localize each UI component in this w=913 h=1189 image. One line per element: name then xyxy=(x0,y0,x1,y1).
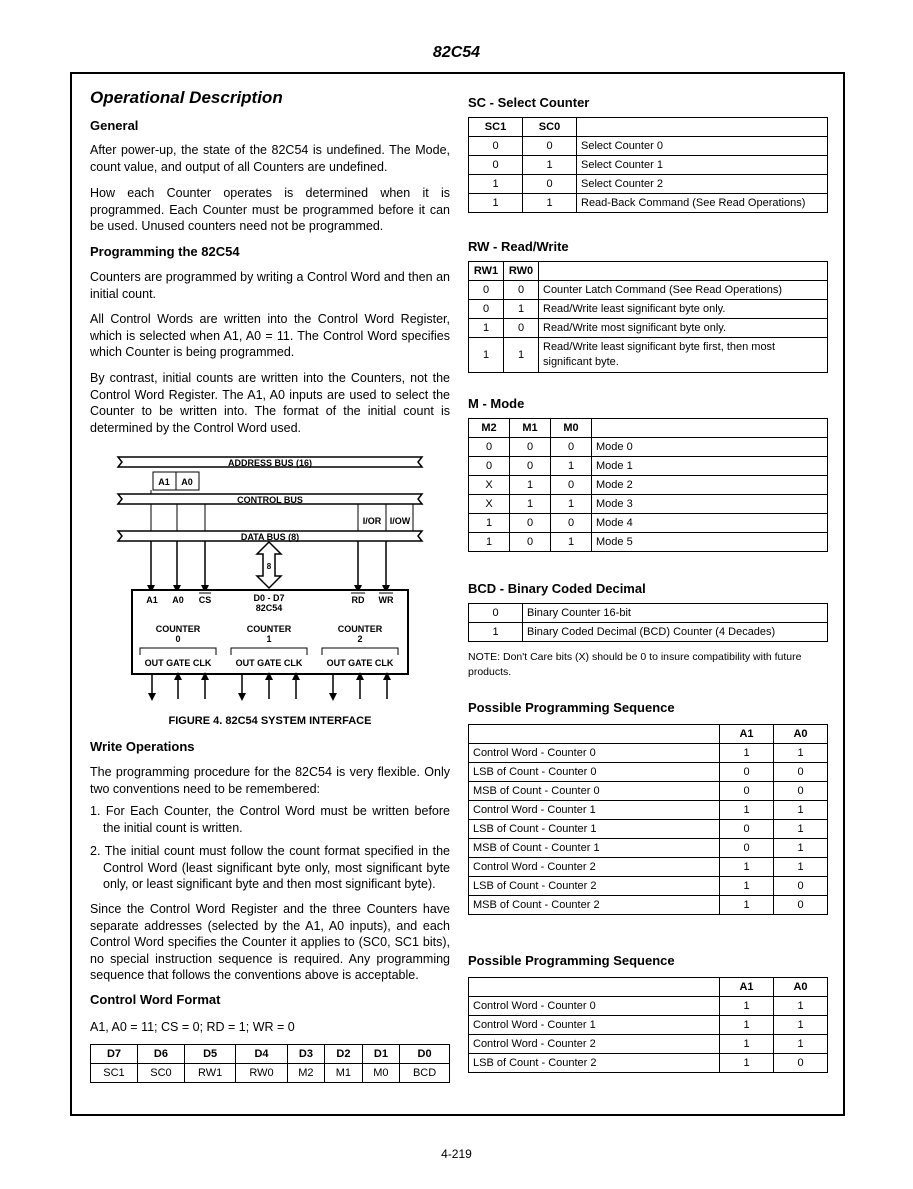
table-cell: 1 xyxy=(523,156,577,175)
table-row xyxy=(469,1054,828,1073)
table-row xyxy=(469,476,828,495)
bit-cell: D3 xyxy=(287,1045,325,1064)
table-cell: LSB of Count - Counter 2 xyxy=(469,877,720,896)
table-cell: Mode 1 xyxy=(592,457,828,476)
table-cell: 0 xyxy=(510,514,551,533)
table-cell: 0 xyxy=(720,763,774,782)
page-header: 82C54 xyxy=(432,44,481,61)
table-cell: 1 xyxy=(469,533,510,552)
table-cell: Read/Write most significant byte only. xyxy=(539,319,828,338)
bus-width-label: 8 xyxy=(266,562,272,571)
column-header: A1 xyxy=(720,725,774,744)
field-cell: M2 xyxy=(287,1064,325,1083)
table-cell: 1 xyxy=(551,457,592,476)
table-cell: LSB of Count - Counter 1 xyxy=(469,820,720,839)
pin-cs: CS xyxy=(198,595,212,605)
column-header: RW1 xyxy=(469,262,504,281)
table-cell: 0 xyxy=(523,175,577,194)
table-cell: 0 xyxy=(774,1054,828,1073)
sequence-2-header-row xyxy=(469,978,828,997)
table-cell: LSB of Count - Counter 0 xyxy=(469,763,720,782)
table-cell: Control Word - Counter 1 xyxy=(469,801,720,820)
table-cell: Binary Coded Decimal (BCD) Counter (4 Decades) xyxy=(523,623,828,642)
ior-label: I/OR xyxy=(362,516,382,526)
iow-label: I/OW xyxy=(389,516,411,526)
table-cell: 1 xyxy=(523,194,577,213)
counter-2-label: COUNTER xyxy=(337,624,383,634)
column-header: A0 xyxy=(774,725,828,744)
section-title: Operational Description xyxy=(90,88,283,107)
table-cell: 1 xyxy=(469,175,523,194)
table-cell: 0 xyxy=(510,438,551,457)
table-cell: 0 xyxy=(720,820,774,839)
table-row xyxy=(469,338,828,373)
table-cell: 0 xyxy=(504,319,539,338)
counter-0-pins: OUT GATE CLK xyxy=(144,658,212,668)
table-cell: 1 xyxy=(469,623,523,642)
table-row xyxy=(469,438,828,457)
bit-cell: D2 xyxy=(325,1045,363,1064)
system-interface-diagram xyxy=(110,452,430,704)
sequence-1-table xyxy=(468,724,828,915)
column-header xyxy=(592,419,828,438)
table-cell: Control Word - Counter 1 xyxy=(469,1016,720,1035)
column-header xyxy=(469,978,720,997)
table-cell: Mode 3 xyxy=(592,495,828,514)
table-row xyxy=(469,858,828,877)
table-row xyxy=(469,839,828,858)
table-cell: 0 xyxy=(469,438,510,457)
table-row xyxy=(469,1035,828,1054)
a1-tap-label: A1 xyxy=(158,477,170,487)
table-cell: 1 xyxy=(720,997,774,1016)
column-header: A0 xyxy=(774,978,828,997)
field-cell: RW0 xyxy=(236,1064,287,1083)
table-cell: 1 xyxy=(720,744,774,763)
a0-tap-label: A0 xyxy=(181,477,193,487)
table-cell: 0 xyxy=(469,457,510,476)
column-header xyxy=(539,262,828,281)
sequence-1-header-row xyxy=(469,725,828,744)
table-cell: 0 xyxy=(551,514,592,533)
table-cell: 1 xyxy=(469,514,510,533)
pin-data: D0 - D7 xyxy=(253,593,285,603)
table-row xyxy=(469,896,828,915)
table-cell: Control Word - Counter 0 xyxy=(469,744,720,763)
counter-2-pins: OUT GATE CLK xyxy=(326,658,394,668)
table-row xyxy=(469,319,828,338)
mode-table xyxy=(468,418,828,552)
sequence-2-table xyxy=(468,977,828,1073)
table-cell: 1 xyxy=(720,1035,774,1054)
column-header: A1 xyxy=(720,978,774,997)
table-cell: 1 xyxy=(720,801,774,820)
table-cell: 0 xyxy=(469,300,504,319)
table-cell: Select Counter 1 xyxy=(577,156,828,175)
bit-cell: D6 xyxy=(137,1045,184,1064)
table-cell: 0 xyxy=(469,137,523,156)
table-cell: 1 xyxy=(774,1016,828,1035)
table-cell: Mode 2 xyxy=(592,476,828,495)
table-row xyxy=(469,457,828,476)
bit-cell: D0 xyxy=(400,1045,450,1064)
general-paragraph-1: After power-up, the state of the 82C54 is undefined. The Mode, count value, and output of all Counters are undefined. xyxy=(90,143,450,174)
table-cell: MSB of Count - Counter 1 xyxy=(469,839,720,858)
bcd-note: NOTE: Don't Care bits (X) should be 0 to insure compatibility with future products. xyxy=(468,651,802,678)
control-bus-label: CONTROL BUS xyxy=(237,495,303,505)
table-cell: 1 xyxy=(510,476,551,495)
table-cell: 0 xyxy=(523,137,577,156)
control-word-fields-row xyxy=(91,1064,450,1083)
column-header: M0 xyxy=(551,419,592,438)
table-cell: 1 xyxy=(774,744,828,763)
table-cell: Counter Latch Command (See Read Operations) xyxy=(539,281,828,300)
table-row xyxy=(469,281,828,300)
bcd-heading: BCD - Binary Coded Decimal xyxy=(468,581,646,596)
table-cell: Select Counter 0 xyxy=(577,137,828,156)
table-cell: 1 xyxy=(551,533,592,552)
table-cell: MSB of Count - Counter 2 xyxy=(469,896,720,915)
programming-heading: Programming the 82C54 xyxy=(90,244,240,259)
table-cell: 0 xyxy=(469,281,504,300)
table-cell: 1 xyxy=(720,858,774,877)
table-row xyxy=(469,763,828,782)
table-cell: Mode 5 xyxy=(592,533,828,552)
table-row xyxy=(469,514,828,533)
table-cell: 1 xyxy=(774,801,828,820)
table-row xyxy=(469,1016,828,1035)
table-cell: 0 xyxy=(774,896,828,915)
column-header: M2 xyxy=(469,419,510,438)
table-cell: Control Word - Counter 2 xyxy=(469,858,720,877)
table-cell: Binary Counter 16-bit xyxy=(523,604,828,623)
sc-heading: SC - Select Counter xyxy=(468,95,590,110)
table-cell: 1 xyxy=(504,338,539,373)
pin-a0: A0 xyxy=(172,595,184,605)
write-ops-paragraph-1: The programming procedure for the 82C54 is very flexible. Only two conventions need to be remembered: xyxy=(90,765,450,796)
table-row xyxy=(469,744,828,763)
table-cell: 0 xyxy=(551,476,592,495)
table-cell: 1 xyxy=(469,338,504,373)
control-word-bits-row xyxy=(91,1045,450,1064)
table-row xyxy=(469,877,828,896)
table-cell: 1 xyxy=(469,194,523,213)
rw-heading: RW - Read/Write xyxy=(468,239,569,254)
programming-paragraph-3: By contrast, initial counts are written into the Counters, not the Control Word Register. The A1, A0 inputs are used to select the Counter to be written into. The format of the initial count is determined by the Control Word used. xyxy=(90,371,450,435)
sc-header-row xyxy=(469,118,828,137)
cw-format-equation: A1, A0 = 11; CS = 0; RD = 1; WR = 0 xyxy=(90,1020,295,1034)
table-cell: 0 xyxy=(720,839,774,858)
table-cell: 1 xyxy=(720,1054,774,1073)
pin-wr: WR xyxy=(378,595,394,605)
table-row xyxy=(469,997,828,1016)
figure-caption: FIGURE 4. 82C54 SYSTEM INTERFACE xyxy=(168,715,372,727)
table-cell: Control Word - Counter 0 xyxy=(469,997,720,1016)
pin-rd: RD xyxy=(351,595,365,605)
table-cell: 1 xyxy=(469,319,504,338)
rw-header-row xyxy=(469,262,828,281)
table-cell: Mode 0 xyxy=(592,438,828,457)
table-cell: 1 xyxy=(720,1016,774,1035)
general-paragraph-2: How each Counter operates is determined when it is programmed. Each Counter must be programmed before it can be used. Unused counters need not be programmed. xyxy=(90,186,450,233)
column-header xyxy=(577,118,828,137)
bcd-table xyxy=(468,603,828,642)
bit-cell: D5 xyxy=(184,1045,235,1064)
table-cell: 1 xyxy=(720,877,774,896)
table-cell: 0 xyxy=(774,763,828,782)
table-cell: 0 xyxy=(469,156,523,175)
table-cell: 0 xyxy=(720,782,774,801)
sequence-2-heading: Possible Programming Sequence xyxy=(468,953,675,968)
field-cell: SC1 xyxy=(91,1064,138,1083)
table-row xyxy=(469,820,828,839)
write-ops-item-2: 2. The initial count must follow the count format specified in the Control Word (least significant byte only, most significant byte only, or least significant byte and then most significant byte). xyxy=(90,844,450,891)
field-cell: SC0 xyxy=(137,1064,184,1083)
table-cell: X xyxy=(469,495,510,514)
chip-label: 82C54 xyxy=(255,603,283,613)
table-cell: Control Word - Counter 2 xyxy=(469,1035,720,1054)
field-cell: BCD xyxy=(400,1064,450,1083)
table-cell: 0 xyxy=(774,877,828,896)
sc-table xyxy=(468,117,828,213)
table-cell: Read/Write least significant byte only. xyxy=(539,300,828,319)
cw-format-heading: Control Word Format xyxy=(90,992,221,1007)
counter-2-number: 2 xyxy=(357,634,363,644)
column-header xyxy=(469,725,720,744)
write-ops-paragraph-2: Since the Control Word Register and the three Counters have separate addresses (selected by the A1, A0 inputs), and each Control Word specifies the Counter it applies to (SC0, SC1 bits), no special instruction sequence is required. Any programming sequence that follows the conventions above is acceptable. xyxy=(90,902,450,982)
counter-1-pins: OUT GATE CLK xyxy=(235,658,303,668)
write-ops-item-1: 1. For Each Counter, the Control Word must be written before the initial count is written. xyxy=(90,804,450,835)
table-row xyxy=(469,623,828,642)
address-bus-label: ADDRESS BUS (16) xyxy=(227,458,313,468)
column-header: SC0 xyxy=(523,118,577,137)
counter-1-label: COUNTER xyxy=(246,624,292,634)
table-cell: 0 xyxy=(469,604,523,623)
table-cell: 1 xyxy=(774,858,828,877)
mode-header-row xyxy=(469,419,828,438)
bit-cell: D1 xyxy=(362,1045,400,1064)
table-row xyxy=(469,156,828,175)
field-cell: M0 xyxy=(362,1064,400,1083)
table-cell: 0 xyxy=(774,782,828,801)
mode-heading: M - Mode xyxy=(468,396,525,411)
table-cell: 1 xyxy=(504,300,539,319)
table-cell: 0 xyxy=(510,457,551,476)
table-cell: 1 xyxy=(551,495,592,514)
write-ops-heading: Write Operations xyxy=(90,739,195,754)
table-cell: 1 xyxy=(774,820,828,839)
table-row xyxy=(469,604,828,623)
programming-paragraph-2: All Control Words are written into the Control Word Register, which is selected when A1, A0 = 11. The Control Word specifies which Counter is being programmed. xyxy=(90,312,450,359)
table-cell: 0 xyxy=(510,533,551,552)
counter-0-number: 0 xyxy=(175,634,181,644)
sequence-1-heading: Possible Programming Sequence xyxy=(468,700,675,715)
table-cell: LSB of Count - Counter 2 xyxy=(469,1054,720,1073)
page-number: 4-219 xyxy=(441,1147,472,1161)
control-word-table xyxy=(90,1044,450,1083)
column-header: RW0 xyxy=(504,262,539,281)
table-row xyxy=(469,300,828,319)
column-header: M1 xyxy=(510,419,551,438)
column-header: SC1 xyxy=(469,118,523,137)
counter-1-number: 1 xyxy=(266,634,272,644)
table-cell: 1 xyxy=(774,839,828,858)
table-cell: 1 xyxy=(774,1035,828,1054)
table-cell: X xyxy=(469,476,510,495)
bit-cell: D4 xyxy=(236,1045,287,1064)
table-cell: Select Counter 2 xyxy=(577,175,828,194)
table-cell: 1 xyxy=(720,896,774,915)
table-row xyxy=(469,801,828,820)
general-heading: General xyxy=(90,118,139,133)
table-cell: 1 xyxy=(774,997,828,1016)
table-cell: Read/Write least significant byte first, then most significant byte. xyxy=(539,338,828,373)
table-cell: 1 xyxy=(510,495,551,514)
table-row xyxy=(469,495,828,514)
programming-paragraph-1: Counters are programmed by writing a Control Word and then an initial count. xyxy=(90,270,450,301)
table-row xyxy=(469,194,828,213)
table-cell: Mode 4 xyxy=(592,514,828,533)
field-cell: M1 xyxy=(325,1064,363,1083)
pin-a1: A1 xyxy=(146,595,158,605)
data-bus-label: DATA BUS (8) xyxy=(240,532,300,542)
table-cell: 0 xyxy=(504,281,539,300)
table-cell: MSB of Count - Counter 0 xyxy=(469,782,720,801)
table-row xyxy=(469,175,828,194)
table-cell: 0 xyxy=(551,438,592,457)
table-cell: Read-Back Command (See Read Operations) xyxy=(577,194,828,213)
field-cell: RW1 xyxy=(184,1064,235,1083)
table-row xyxy=(469,533,828,552)
rw-table xyxy=(468,261,828,373)
bit-cell: D7 xyxy=(91,1045,138,1064)
table-row xyxy=(469,137,828,156)
counter-0-label: COUNTER xyxy=(155,624,201,634)
table-row xyxy=(469,782,828,801)
